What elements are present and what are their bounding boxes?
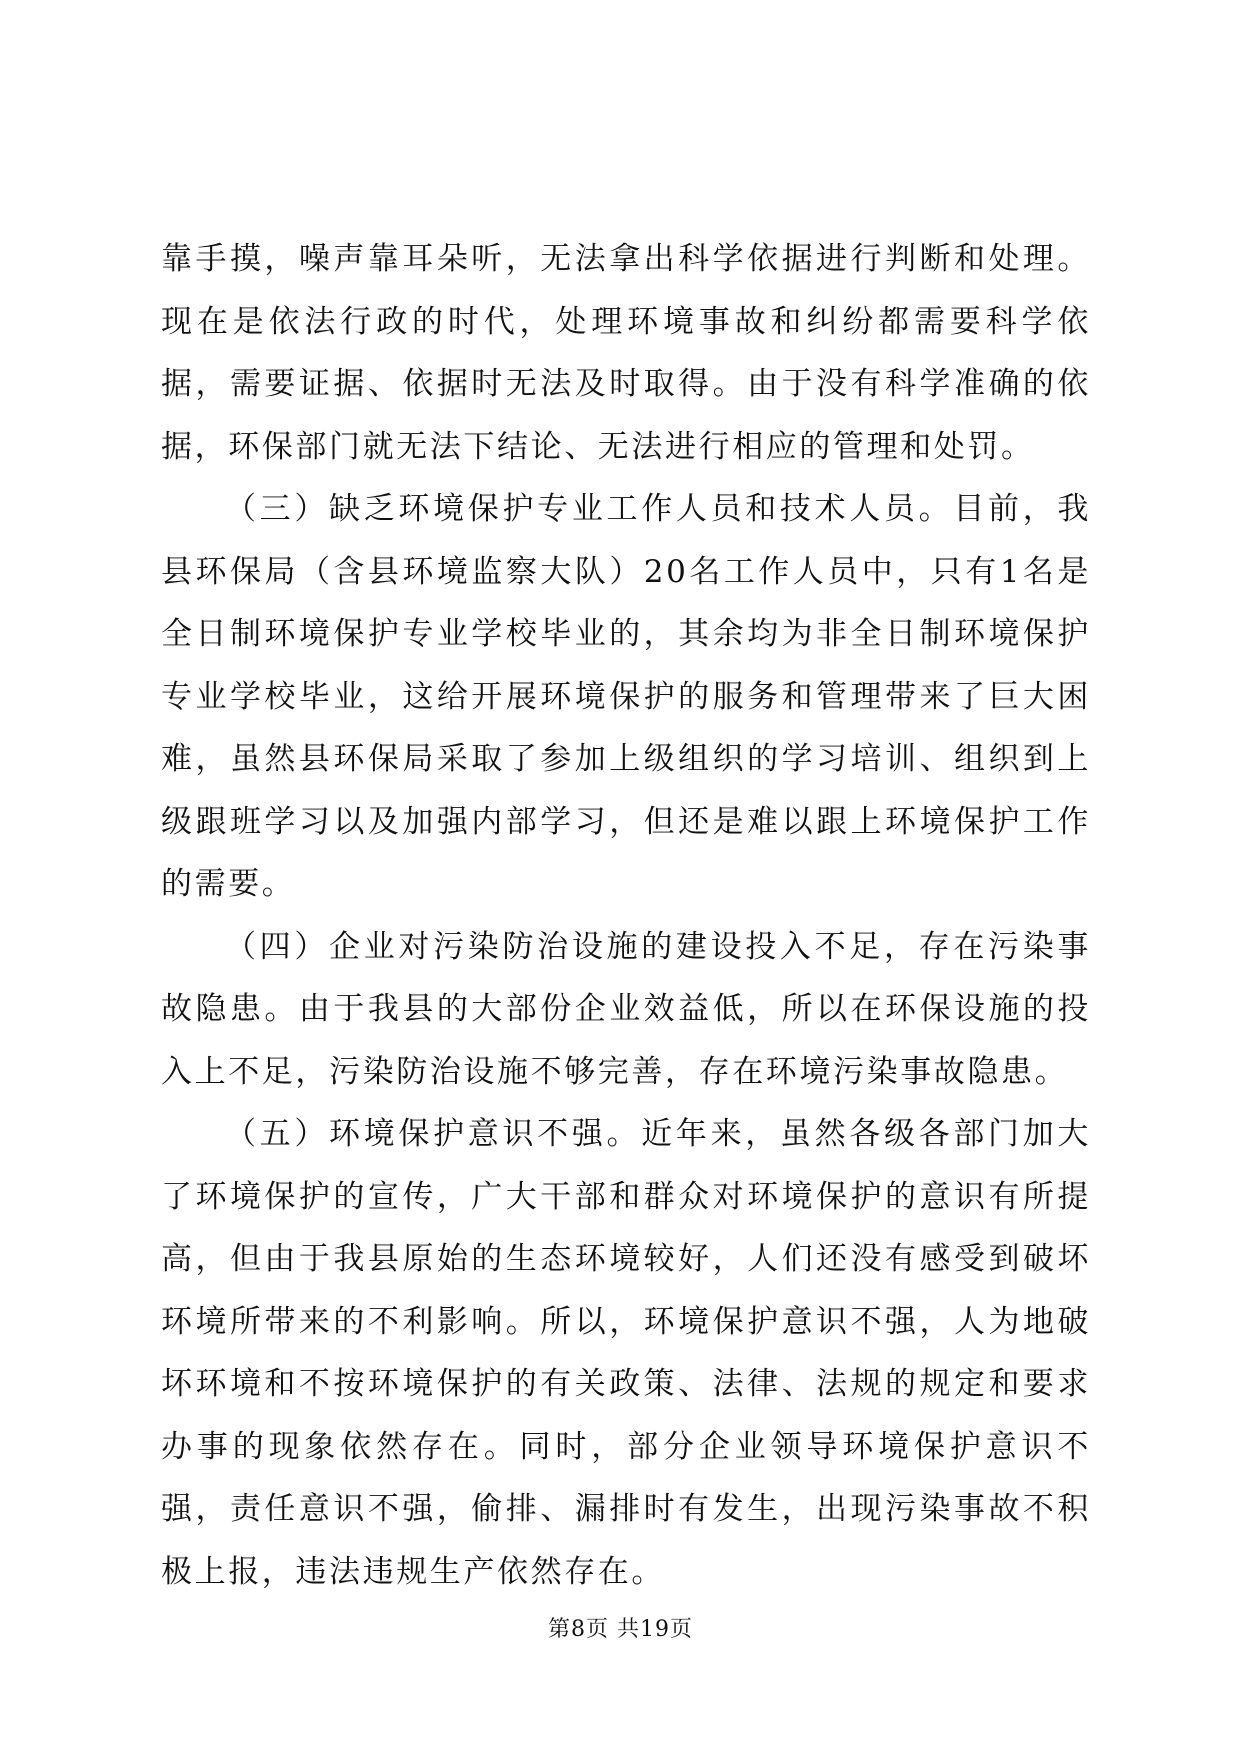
paragraph-continuation: 靠手摸，噪声靠耳朵听，无法拿出科学依据进行判断和处理。现在是依法行政的时代，处理环境事故和纠纷都需要科学依据，需要证据、依据时无法及时取得。由于没有科学准确的依据，环保部门就无法下结论、无法进行相应的管理和处罚。 [161, 241, 1091, 465]
paragraph-insufficient-investment: （四）企业对污染防治设施的建设投入不足，存在污染事故隐患。由于我县的大部份企业效益低，所以在环保设施的投入上不足，污染防治设施不够完善，存在环境污染事故隐患。 [161, 928, 1091, 1090]
paragraph-weak-awareness: （五）环境保护意识不强。近年来，虽然各级各部门加大了环境保护的宣传，广大干部和群众对环境保护的意识有所提高，但由于我县原始的生态环境较好，人们还没有感受到破坏环境所带来的不利影响。所以，环境保护意识不强，人为地破坏环境和不按环境保护的有关政策、法律、法规的规定和要求办事的现象依然存在。同时，部分企业领导环境保护意识不强，责任意识不强，偷排、漏排时有发生，出现污染事故不积极上报，违法违规生产依然存在。 [161, 1116, 1091, 1590]
paragraph-lack-of-staff: （三）缺乏环境保护专业工作人员和技术人员。目前，我县环保局（含县环境监察大队）20名工作人员中，只有1名是全日制环境保护专业学校毕业的，其余均为非全日制环境保护专业学校毕业，这给开展环境保护的服务和管理带来了巨大困难，虽然县环保局采取了参加上级组织的学习培训、组织到上级跟班学习以及加强内部学习，但还是难以跟上环境保护工作的需要。 [161, 491, 1091, 902]
page-number-footer: 第8页 共19页 [548, 1617, 693, 1642]
document-body [161, 228, 1091, 1603]
